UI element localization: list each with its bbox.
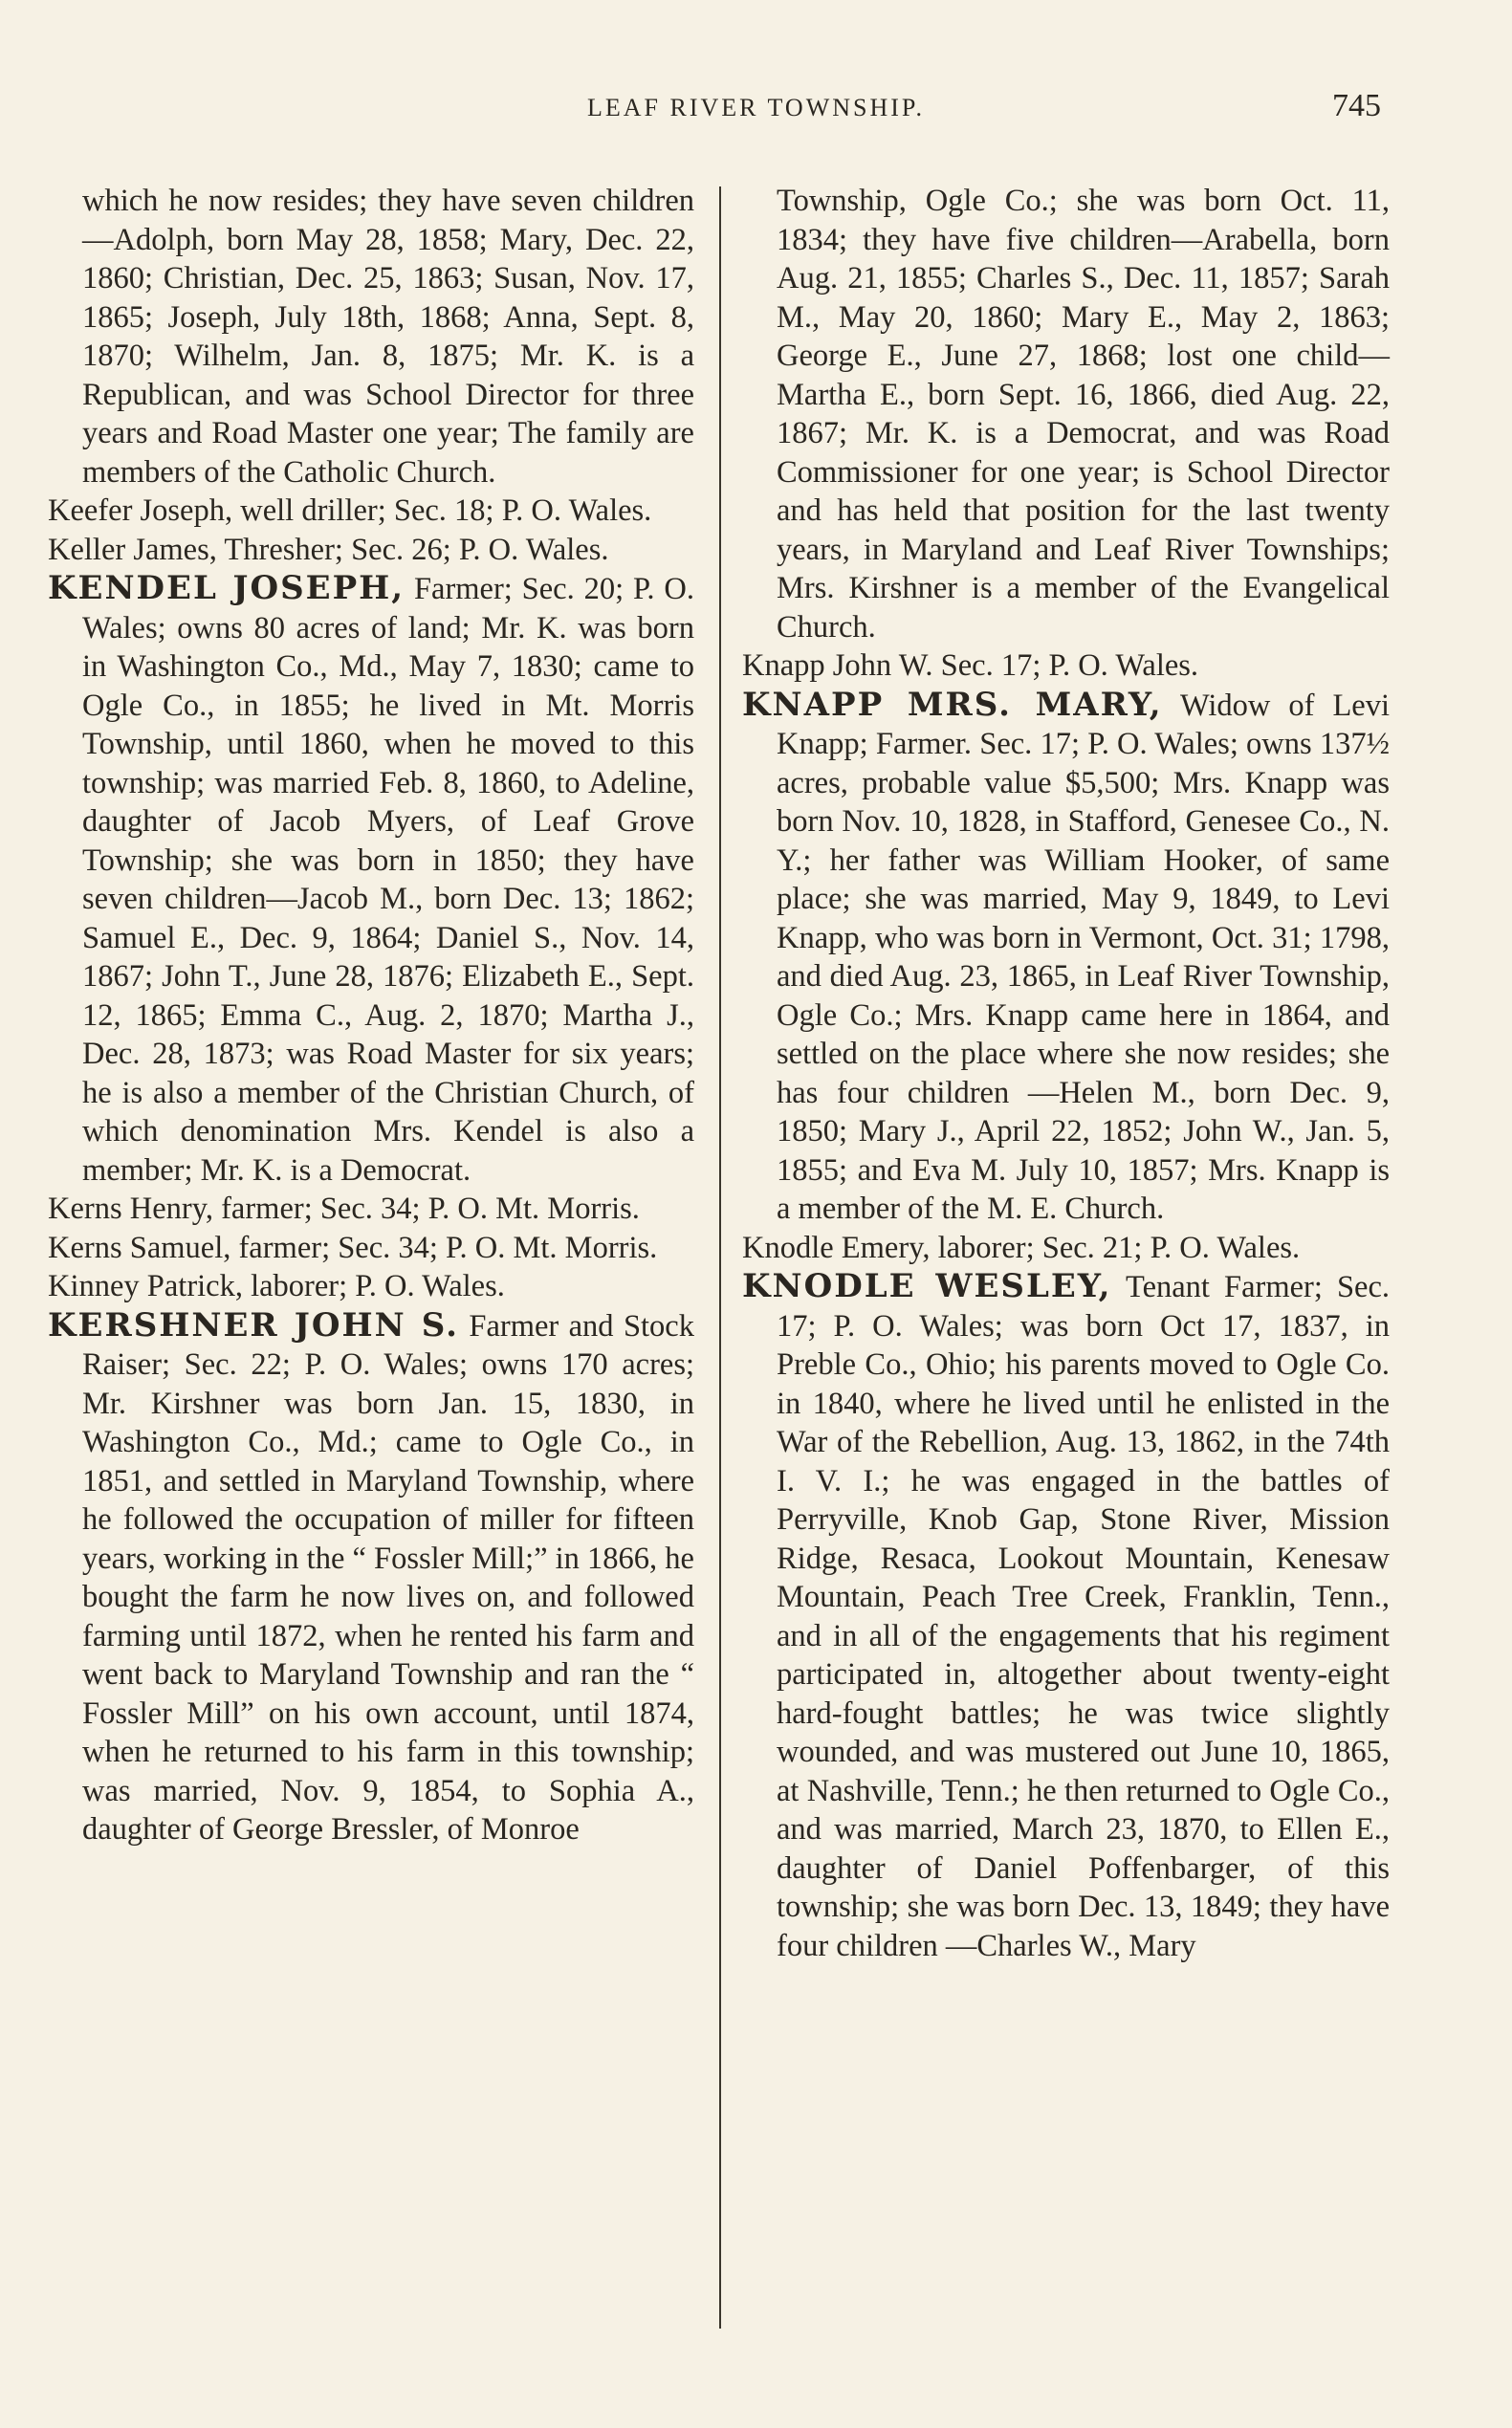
right-column bbox=[742, 182, 1390, 1965]
running-title: LEAF RIVER TOWNSHIP. bbox=[586, 94, 925, 121]
entry-text: Keefer Joseph, well driller; Sec. 18; P. O. Wales. bbox=[48, 493, 652, 528]
page-header bbox=[38, 88, 1474, 142]
entry-knapp-mary bbox=[742, 686, 1390, 1229]
page-number: 745 bbox=[1332, 88, 1381, 123]
entry-text: Kerns Henry, farmer; Sec. 34; P. O. Mt. Morris. bbox=[48, 1192, 640, 1226]
entry-continuation bbox=[742, 182, 1390, 646]
entry-keefer-joseph bbox=[48, 492, 694, 531]
entry-knodle-emery bbox=[742, 1229, 1390, 1268]
entry-text: Knapp John W. Sec. 17; P. O. Wales. bbox=[742, 648, 1199, 683]
entry-continuation bbox=[48, 182, 694, 492]
entry-kendel-joseph bbox=[48, 569, 694, 1190]
entry-text: Kinney Patrick, laborer; P. O. Wales. bbox=[48, 1269, 505, 1303]
entry-text: Widow of Levi Knapp; Farmer. Sec. 17; P. O. Wales; owns 137½ acres, probable value $5,500; Mrs. Knapp was born Nov. 10, 1828, in Stafford, Genesee Co., N. Y.; her father was William Hooker, of same place; she was married, May 9, 1849, to Levi Knapp, who was born in Vermont, Oct. 31; 1798, and died Aug. 23, 1865, in Leaf River Township, Ogle Co.; Mrs. Knapp came here in 1864, and settled on the place where she now resides; she has four children —Helen M., born Dec. 9, 1850; Mary J., April 22, 1852; John W., Jan. 5, 1855; and Eva M. July 10, 1857; Mrs. Knapp is a member of the M. E. Church. bbox=[777, 688, 1391, 1226]
column-divider bbox=[719, 186, 721, 2329]
entry-text: which he now resides; they have seven children—Adolph, born May 28, 1858; Mary, Dec. 22, 1860; Christian, Dec. 25, 1863; Susan, Nov. 17, 1865; Joseph, July 18th, 1868; Anna, Sept. 8, 1870; Wilhelm, Jan. 8, 1875; Mr. K. is a Republican, and was School Director for three years and Road Master one year; The family are members of the Catholic Church. bbox=[82, 184, 694, 490]
entry-text: Tenant Farmer; Sec. 17; P. O. Wales; was born Oct 17, 1837, in Preble Co., Ohio; his parents moved to Ogle Co. in 1840, where he lived until he enlisted in the War of the Rebellion, Aug. 13, 1862, in the 74th I. V. I.; he was engaged in the battles of Perryville, Knob Gap, Stone River, Mission Ridge, Resaca, Lookout Mountain, Kenesaw Mountain, Peach Tree Creek, Franklin, Tenn., and in all of the engagements that his regiment participated in, altogether about twenty-eight hard-fought battles; he was twice slightly wounded, and was mustered out June 10, 1865, at Nashville, Tenn.; he then returned to Ogle Co., and was married, March 23, 1870, to Ellen E., daughter of Daniel Poffenbarger, of this township; she was born Dec. 13, 1849; they have four children —Charles W., Mary bbox=[777, 1270, 1391, 1963]
entry-text: Keller James, Thresher; Sec. 26; P. O. Wales. bbox=[48, 532, 609, 567]
entry-name: KNAPP MRS. MARY, bbox=[742, 685, 1163, 724]
entry-text: Knodle Emery, laborer; Sec. 21; P. O. Wales. bbox=[742, 1230, 1301, 1265]
entry-text: Kerns Samuel, farmer; Sec. 34; P. O. Mt. Morris. bbox=[48, 1230, 658, 1265]
left-column bbox=[48, 182, 694, 1849]
entry-text: Township, Ogle Co.; she was born Oct. 11, 1834; they have five children—Arabella, born Aug. 21, 1855; Charles S., Dec. 11, 1857; Sarah M., May 20, 1860; Mary E., May 2, 1863; George E., June 27, 1868; lost one child—Martha E., born Sept. 16, 1866, died Aug. 22, 1867; Mr. K. is a Democrat, and was Road Commissioner for one year; is School Director and has held that position for the last twenty years, in Maryland and Leaf River Townships; Mrs. Kirshner is a member of the Evangelical Church. bbox=[777, 184, 1390, 645]
entry-name: KNODLE WESLEY, bbox=[742, 1267, 1112, 1305]
entry-knapp-john bbox=[742, 646, 1390, 686]
entry-kerns-samuel bbox=[48, 1229, 694, 1268]
entry-kinney-patrick bbox=[48, 1267, 694, 1306]
entry-text: Farmer; Sec. 20; P. O. Wales; owns 80 acres of land; Mr. K. was born in Washington Co., Md., May 7, 1830; came to Ogle Co., in 1855; he lived in Mt. Morris Township, until 1860, when he moved to this township; was married Feb. 8, 1860, to Adeline, daughter of Jacob Myers, of Leaf Grove Township; she was born in 1850; they have seven children—Jacob M., born Dec. 13; 1862; Samuel E., Dec. 9, 1864; Daniel S., Nov. 14, 1867; John T., June 28, 1876; Elizabeth E., Sept. 12, 1865; Emma C., Aug. 2, 1870; Martha J., Dec. 28, 1873; was Road Master for six years; he is also a member of the Christian Church, of which denomination Mrs. Kendel is also a member; Mr. K. is a Democrat. bbox=[82, 572, 694, 1188]
entry-keller-james bbox=[48, 531, 694, 570]
entry-knodle-wesley bbox=[742, 1267, 1390, 1965]
entry-name: KENDEL JOSEPH, bbox=[48, 569, 405, 607]
entry-name: KERSHNER JOHN S. bbox=[48, 1305, 459, 1345]
entry-text: Farmer and Stock Raiser; Sec. 22; P. O. Wales; owns 170 acres; Mr. Kirshner was born Jan. 15, 1830, in Washington Co., Md.; came to Ogle Co., in 1851, and settled in Maryland Township, where he followed the occupation of miller for fifteen years, working in the “ Fossler Mill;” in 1866, he bought the farm he now lives on, and followed farming until 1872, when he rented his farm and went back to Maryland Township and ran the “ Fossler Mill” on his own account, until 1874, when he returned to his farm in this township; was married, Nov. 9, 1854, to Sophia A., daughter of George Bressler, of Monroe bbox=[82, 1308, 694, 1847]
entry-kerns-henry bbox=[48, 1190, 694, 1229]
entry-kershner-john bbox=[48, 1306, 694, 1849]
